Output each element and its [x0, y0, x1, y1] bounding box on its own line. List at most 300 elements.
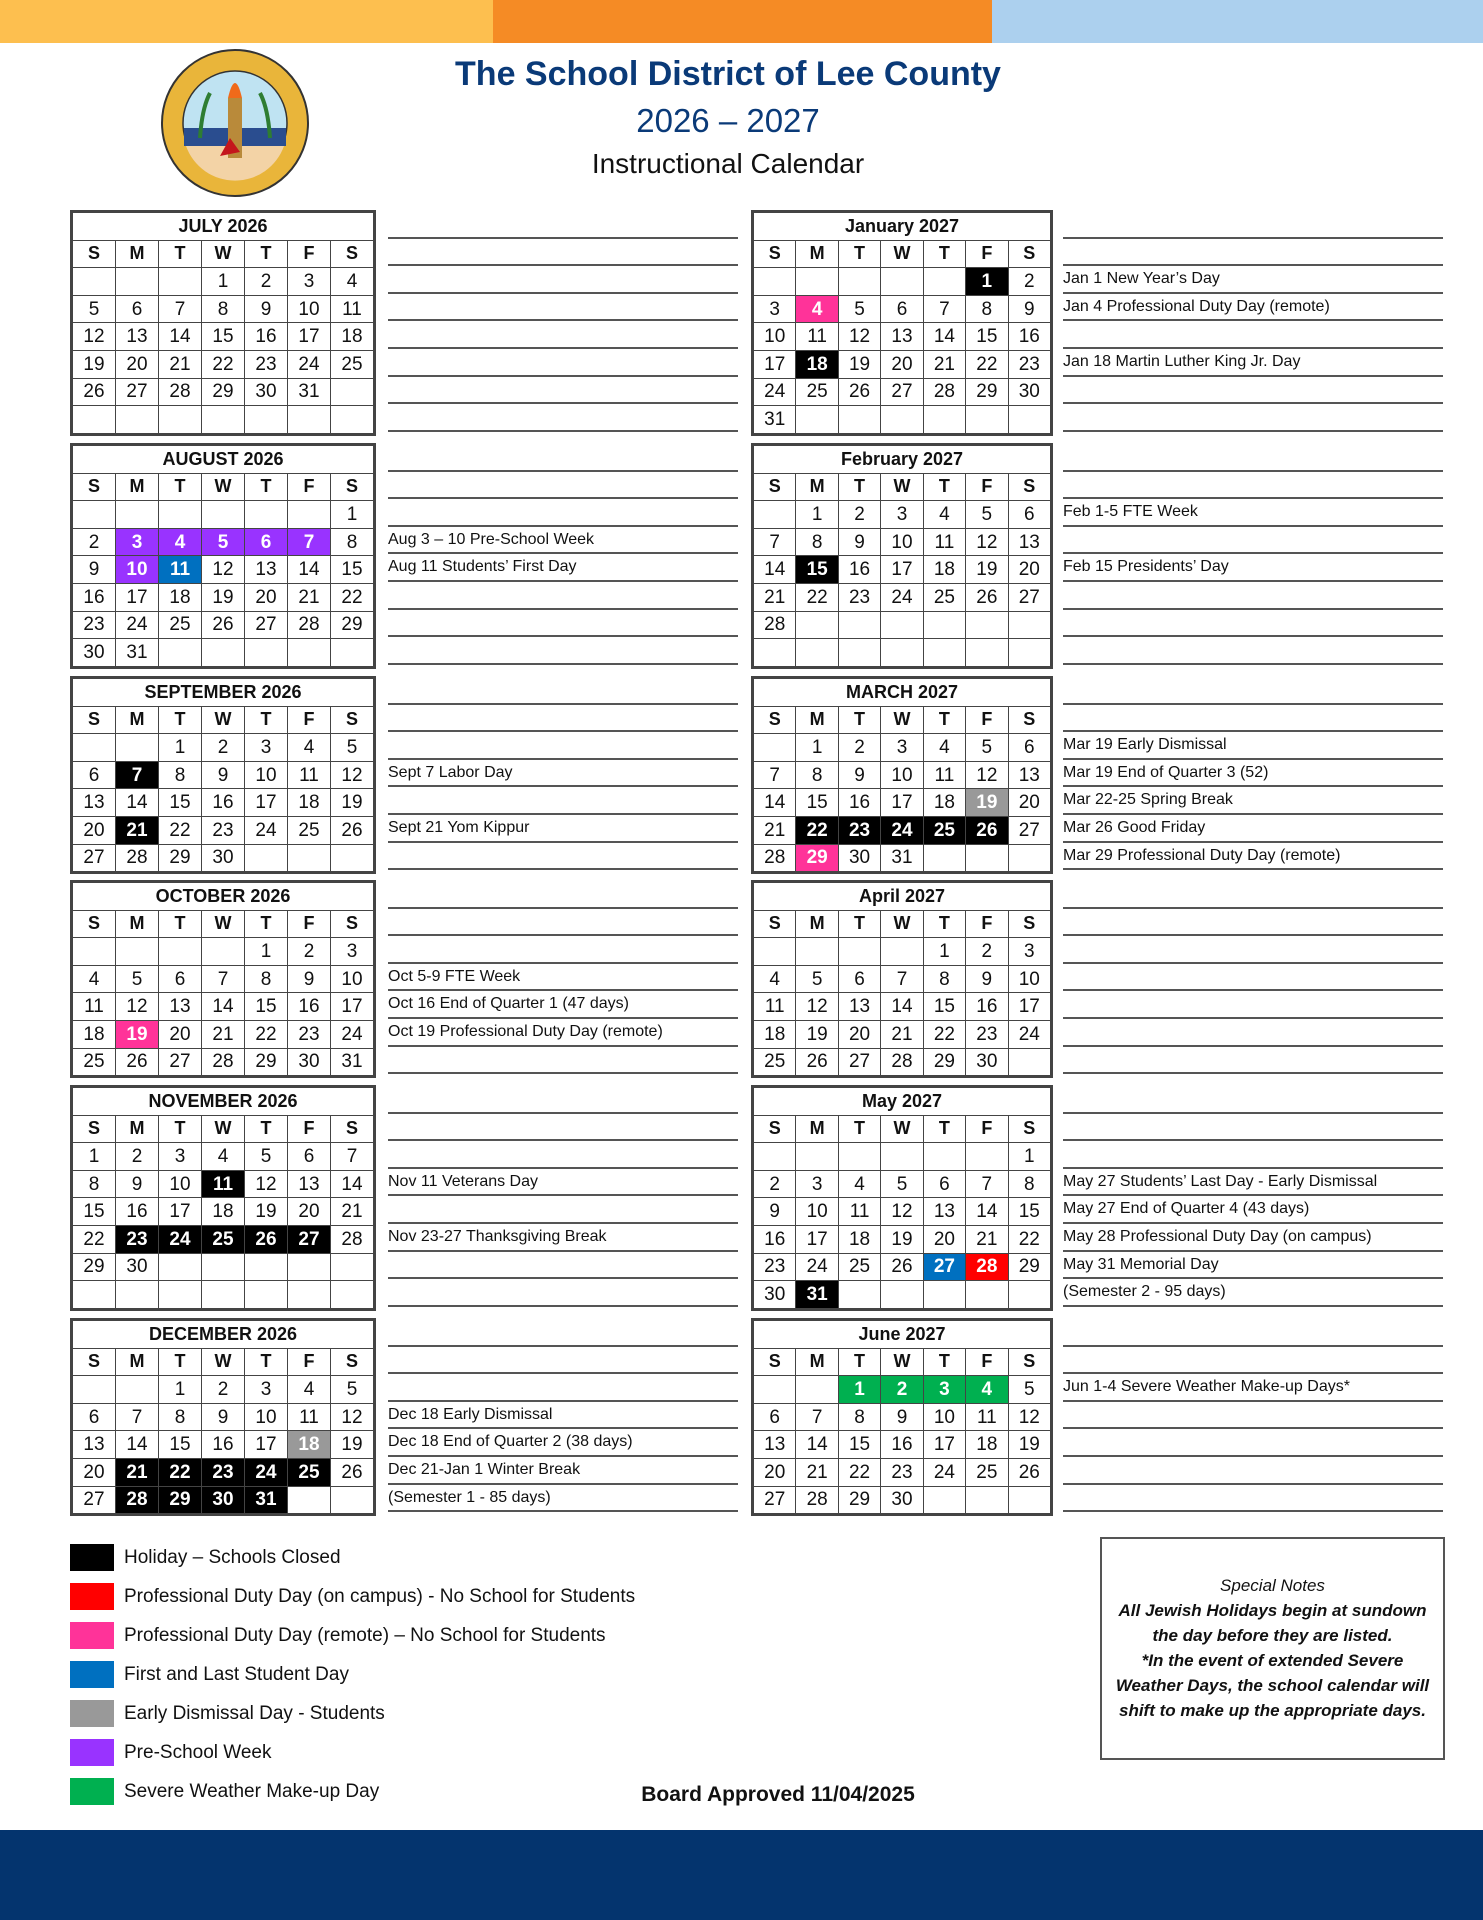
- weekday-header: T: [159, 1115, 202, 1143]
- notes-line: [388, 677, 738, 705]
- day-cell-holiday: 25: [202, 1225, 245, 1253]
- day-cell: 30: [245, 378, 288, 406]
- note-text: Dec 21-Jan 1 Winter Break: [388, 1457, 738, 1485]
- day-cell: 3: [881, 501, 923, 529]
- day-cell: 21: [159, 350, 202, 378]
- month-notes: [1063, 211, 1443, 432]
- day-cell: 20: [73, 1458, 116, 1486]
- month-title-row: [754, 213, 1051, 241]
- note-text: May 31 Memorial Day: [1063, 1252, 1443, 1280]
- notes-line: [388, 1196, 738, 1224]
- day-cell: 13: [754, 1431, 796, 1459]
- empty-day-cell: [1008, 1486, 1050, 1514]
- month-title-row: [754, 1321, 1051, 1349]
- week-row: [754, 761, 1051, 789]
- week-row: [73, 789, 374, 817]
- week-row: [73, 1458, 374, 1486]
- day-cell: 30: [966, 1048, 1008, 1076]
- notes-line: [388, 1347, 738, 1375]
- notes-line: [388, 1319, 738, 1347]
- month-title-row: [73, 1088, 374, 1116]
- empty-day-cell: [923, 1486, 965, 1514]
- day-cell: 23: [1008, 350, 1050, 378]
- day-cell: 24: [923, 1458, 965, 1486]
- weekday-header: T: [838, 473, 880, 501]
- day-cell: 22: [159, 816, 202, 844]
- day-cell: 18: [754, 1020, 796, 1048]
- day-cell: 22: [923, 1020, 965, 1048]
- week-row: [754, 1486, 1051, 1514]
- day-cell: 10: [923, 1403, 965, 1431]
- day-cell: 7: [159, 295, 202, 323]
- week-row: [73, 1403, 374, 1431]
- day-cell: 9: [838, 761, 880, 789]
- day-cell: 8: [966, 295, 1008, 323]
- day-cell: 21: [331, 1198, 374, 1226]
- day-cell: 5: [796, 965, 838, 993]
- note-text: Feb 1-5 FTE Week: [1063, 499, 1443, 527]
- month-calendar: [70, 880, 376, 1078]
- day-cell-holiday: 31: [796, 1281, 838, 1309]
- day-cell: 2: [1008, 268, 1050, 296]
- empty-day-cell: [331, 378, 374, 406]
- day-cell: 5: [966, 501, 1008, 529]
- day-cell: 4: [838, 1170, 880, 1198]
- empty-day-cell: [73, 501, 116, 529]
- day-cell: 14: [754, 556, 796, 584]
- day-cell: 16: [202, 789, 245, 817]
- footer-band: [0, 1830, 1483, 1920]
- day-cell-preschool: 6: [245, 528, 288, 556]
- day-cell: 10: [159, 1170, 202, 1198]
- day-cell: 16: [881, 1431, 923, 1459]
- month-table: [72, 882, 374, 1076]
- weekday-header: M: [796, 240, 838, 268]
- month-title-row: [73, 1321, 374, 1349]
- day-cell: 20: [754, 1458, 796, 1486]
- empty-day-cell: [966, 1486, 1008, 1514]
- day-cell: 29: [202, 378, 245, 406]
- day-cell: 2: [966, 938, 1008, 966]
- day-cell: 2: [838, 734, 880, 762]
- day-cell: 26: [202, 611, 245, 639]
- weekday-header: M: [116, 1348, 159, 1376]
- note-text: Aug 3 – 10 Pre-School Week: [388, 527, 738, 555]
- legend-label: Severe Weather Make-up Day: [124, 1780, 380, 1802]
- day-cell: 23: [73, 611, 116, 639]
- notes-line: [388, 936, 738, 964]
- empty-day-cell: [159, 639, 202, 667]
- week-row: [73, 844, 374, 872]
- month-table: [72, 1320, 374, 1514]
- day-cell: 14: [288, 556, 331, 584]
- weekday-header: M: [116, 1115, 159, 1143]
- day-cell: 26: [838, 378, 880, 406]
- day-cell: 20: [116, 350, 159, 378]
- notes-line: [1063, 527, 1443, 555]
- empty-day-cell: [796, 1143, 838, 1171]
- notes-line: [1063, 1114, 1443, 1142]
- day-cell-duty_campus: 28: [966, 1253, 1008, 1281]
- week-row: [73, 1020, 374, 1048]
- weekday-header: M: [116, 473, 159, 501]
- day-cell: 31: [331, 1048, 374, 1076]
- day-cell: 15: [331, 556, 374, 584]
- day-cell: 8: [796, 528, 838, 556]
- month-title: JULY 2026: [73, 213, 374, 241]
- weekday-header: T: [838, 240, 880, 268]
- weekday-header: S: [73, 473, 116, 501]
- day-cell: 22: [245, 1020, 288, 1048]
- day-cell: 13: [159, 993, 202, 1021]
- day-cell: 20: [159, 1020, 202, 1048]
- week-row: [754, 350, 1051, 378]
- day-cell: 22: [966, 350, 1008, 378]
- day-cell: 7: [754, 528, 796, 556]
- day-cell: 8: [202, 295, 245, 323]
- month-title-row: [73, 213, 374, 241]
- day-cell: 29: [923, 1048, 965, 1076]
- day-cell: 6: [159, 965, 202, 993]
- note-text: Mar 29 Professional Duty Day (remote): [1063, 843, 1443, 871]
- legend-swatch-duty_campus: [70, 1583, 114, 1610]
- special-note-line: Weather Days, the school calendar will: [1115, 1676, 1430, 1695]
- empty-day-cell: [245, 406, 288, 434]
- day-cell: 29: [73, 1253, 116, 1281]
- notes-line: [1063, 964, 1443, 992]
- day-cell: 6: [1008, 501, 1050, 529]
- day-cell: 15: [838, 1431, 880, 1459]
- day-cell: 13: [1008, 528, 1050, 556]
- day-cell: 28: [754, 844, 796, 872]
- week-row: [754, 556, 1051, 584]
- weekday-header: W: [202, 910, 245, 938]
- legend-swatch-early: [70, 1700, 114, 1727]
- weekday-header: S: [331, 706, 374, 734]
- day-cell: 22: [838, 1458, 880, 1486]
- weekday-header: F: [966, 473, 1008, 501]
- weekday-header: W: [202, 1348, 245, 1376]
- note-text: Feb 15 Presidents’ Day: [1063, 554, 1443, 582]
- empty-day-cell: [159, 1253, 202, 1281]
- day-cell: 12: [116, 993, 159, 1021]
- day-cell-holiday: 31: [245, 1486, 288, 1514]
- day-cell: 5: [331, 1376, 374, 1404]
- week-row: [73, 583, 374, 611]
- empty-day-cell: [796, 1376, 838, 1404]
- day-cell: 25: [923, 583, 965, 611]
- day-cell: 6: [73, 761, 116, 789]
- day-cell: 23: [966, 1020, 1008, 1048]
- day-cell: 28: [159, 378, 202, 406]
- day-cell: 27: [754, 1486, 796, 1514]
- day-cell: 28: [796, 1486, 838, 1514]
- day-cell: 30: [73, 639, 116, 667]
- weekday-header: M: [796, 706, 838, 734]
- day-cell: 1: [796, 734, 838, 762]
- day-cell: 12: [245, 1170, 288, 1198]
- day-cell: 9: [838, 528, 880, 556]
- notes-line: [388, 349, 738, 377]
- month-title-row: [754, 1088, 1051, 1116]
- weekday-header-row: [754, 240, 1051, 268]
- day-cell: 27: [116, 378, 159, 406]
- empty-day-cell: [923, 639, 965, 667]
- day-cell: 17: [159, 1198, 202, 1226]
- day-cell: 4: [288, 1376, 331, 1404]
- day-cell: 1: [245, 938, 288, 966]
- notes-line: [388, 843, 738, 871]
- weekday-header: T: [838, 1348, 880, 1376]
- empty-day-cell: [73, 1281, 116, 1309]
- day-cell-weather: 1: [838, 1376, 880, 1404]
- empty-day-cell: [245, 501, 288, 529]
- day-cell-duty_remote: 19: [116, 1020, 159, 1048]
- empty-day-cell: [202, 1281, 245, 1309]
- empty-day-cell: [966, 1281, 1008, 1309]
- day-cell: 10: [754, 323, 796, 351]
- day-cell: 3: [245, 1376, 288, 1404]
- weekday-header: S: [1008, 706, 1050, 734]
- weekday-header: F: [288, 1348, 331, 1376]
- note-text: (Semester 2 - 95 days): [1063, 1279, 1443, 1307]
- day-cell: 16: [966, 993, 1008, 1021]
- day-cell: 25: [159, 611, 202, 639]
- day-cell: 21: [754, 816, 796, 844]
- legend-label: Early Dismissal Day - Students: [124, 1702, 385, 1724]
- month-title-row: [754, 446, 1051, 474]
- day-cell: 14: [159, 323, 202, 351]
- day-cell: 29: [1008, 1253, 1050, 1281]
- notes-line: [1063, 1319, 1443, 1347]
- weekday-header: M: [116, 240, 159, 268]
- day-cell-first_last: 27: [923, 1253, 965, 1281]
- day-cell: 19: [838, 350, 880, 378]
- week-row: [73, 1170, 374, 1198]
- day-cell: 18: [838, 1225, 880, 1253]
- notes-line: [1063, 321, 1443, 349]
- day-cell: 29: [159, 844, 202, 872]
- day-cell: 27: [1008, 816, 1050, 844]
- day-cell: 12: [73, 323, 116, 351]
- week-row: [73, 556, 374, 584]
- empty-day-cell: [288, 844, 331, 872]
- day-cell: 14: [331, 1170, 374, 1198]
- empty-day-cell: [754, 639, 796, 667]
- month-notes: [1063, 677, 1443, 870]
- weekday-header: W: [202, 706, 245, 734]
- day-cell: 15: [159, 789, 202, 817]
- day-cell: 11: [796, 323, 838, 351]
- empty-day-cell: [159, 501, 202, 529]
- day-cell: 26: [1008, 1458, 1050, 1486]
- day-cell: 9: [202, 761, 245, 789]
- day-cell: 3: [245, 734, 288, 762]
- day-cell: 19: [331, 1431, 374, 1459]
- notes-line: [388, 211, 738, 239]
- empty-day-cell: [838, 406, 880, 434]
- notes-line: [388, 582, 738, 610]
- week-row: [754, 501, 1051, 529]
- weekday-header: T: [923, 473, 965, 501]
- special-note-line: All Jewish Holidays begin at sundown: [1118, 1601, 1427, 1620]
- legend-item: [70, 1733, 635, 1772]
- day-cell: 31: [116, 639, 159, 667]
- day-cell: 24: [796, 1253, 838, 1281]
- day-cell: 11: [754, 993, 796, 1021]
- day-cell: 11: [838, 1198, 880, 1226]
- day-cell: 9: [73, 556, 116, 584]
- day-cell: 4: [923, 734, 965, 762]
- notes-line: [388, 239, 738, 267]
- day-cell: 1: [159, 1376, 202, 1404]
- day-cell-holiday: 23: [116, 1225, 159, 1253]
- week-row: [73, 639, 374, 667]
- day-cell-holiday: 26: [966, 816, 1008, 844]
- week-row: [73, 350, 374, 378]
- empty-day-cell: [1008, 1048, 1050, 1076]
- day-cell: 8: [331, 528, 374, 556]
- day-cell: 3: [754, 295, 796, 323]
- month-notes: [388, 211, 738, 432]
- day-cell: 14: [754, 789, 796, 817]
- month-title: January 2027: [754, 213, 1051, 241]
- day-cell: 14: [202, 993, 245, 1021]
- day-cell: 26: [966, 583, 1008, 611]
- month-title: NOVEMBER 2026: [73, 1088, 374, 1116]
- notes-line: [388, 1114, 738, 1142]
- weekday-header: F: [966, 1348, 1008, 1376]
- day-cell: 17: [331, 993, 374, 1021]
- day-cell-weather: 3: [923, 1376, 965, 1404]
- day-cell: 25: [966, 1458, 1008, 1486]
- notes-line: [388, 266, 738, 294]
- day-cell: 6: [923, 1170, 965, 1198]
- notes-line: [388, 472, 738, 500]
- weekday-header: S: [331, 910, 374, 938]
- day-cell: 26: [796, 1048, 838, 1076]
- weekday-header: F: [288, 706, 331, 734]
- week-row: [73, 1431, 374, 1459]
- day-cell: 8: [159, 761, 202, 789]
- month-notes: [388, 677, 738, 870]
- day-cell: 13: [73, 789, 116, 817]
- week-row: [73, 965, 374, 993]
- day-cell: 24: [1008, 1020, 1050, 1048]
- weekday-header: W: [881, 240, 923, 268]
- day-cell: 21: [881, 1020, 923, 1048]
- day-cell: 16: [73, 583, 116, 611]
- day-cell: 9: [202, 1403, 245, 1431]
- notes-line: [388, 1086, 738, 1114]
- day-cell: 20: [1008, 789, 1050, 817]
- note-text: Dec 18 Early Dismissal: [388, 1402, 738, 1430]
- day-cell: 4: [923, 501, 965, 529]
- special-note-line: *In the event of extended Severe: [1141, 1651, 1404, 1670]
- day-cell: 16: [1008, 323, 1050, 351]
- week-row: [73, 1143, 374, 1171]
- weekday-header: T: [245, 910, 288, 938]
- weekday-header-row: [73, 910, 374, 938]
- week-row: [754, 1225, 1051, 1253]
- day-cell: 19: [881, 1225, 923, 1253]
- day-cell: 18: [202, 1198, 245, 1226]
- day-cell: 11: [288, 761, 331, 789]
- day-cell: 5: [116, 965, 159, 993]
- day-cell: 16: [202, 1431, 245, 1459]
- week-row: [754, 583, 1051, 611]
- week-row: [754, 1458, 1051, 1486]
- legend-item: [70, 1616, 635, 1655]
- empty-day-cell: [838, 938, 880, 966]
- day-cell: 10: [881, 528, 923, 556]
- day-cell-holiday: 15: [796, 556, 838, 584]
- note-text: Jan 1 New Year’s Day: [1063, 266, 1443, 294]
- empty-day-cell: [966, 611, 1008, 639]
- weekday-header: M: [796, 1115, 838, 1143]
- day-cell: 5: [1008, 1376, 1050, 1404]
- note-text: May 28 Professional Duty Day (on campus): [1063, 1224, 1443, 1252]
- week-row: [754, 734, 1051, 762]
- day-cell: 7: [331, 1143, 374, 1171]
- day-cell: 10: [796, 1198, 838, 1226]
- day-cell: 22: [202, 350, 245, 378]
- day-cell: 13: [881, 323, 923, 351]
- legend-label: First and Last Student Day: [124, 1663, 349, 1685]
- day-cell: 17: [1008, 993, 1050, 1021]
- day-cell: 28: [288, 611, 331, 639]
- weekday-header: S: [754, 1115, 796, 1143]
- notes-line: [1063, 936, 1443, 964]
- day-cell: 18: [288, 789, 331, 817]
- empty-day-cell: [838, 1281, 880, 1309]
- day-cell: 12: [881, 1198, 923, 1226]
- weekday-header-row: [73, 240, 374, 268]
- day-cell: 17: [754, 350, 796, 378]
- weekday-header: S: [331, 473, 374, 501]
- month-calendar: [751, 676, 1053, 874]
- special-note-line: the day before they are listed.: [1152, 1626, 1393, 1645]
- day-cell: 24: [881, 583, 923, 611]
- month-calendar: [751, 1318, 1053, 1516]
- notes-line: [1063, 239, 1443, 267]
- weekday-header: S: [331, 240, 374, 268]
- day-cell: 23: [754, 1253, 796, 1281]
- day-cell: 19: [1008, 1431, 1050, 1459]
- day-cell-preschool: 5: [202, 528, 245, 556]
- legend-swatch-duty_remote: [70, 1622, 114, 1649]
- weekday-header: S: [754, 240, 796, 268]
- day-cell: 27: [73, 1486, 116, 1514]
- weekday-header: S: [1008, 910, 1050, 938]
- day-cell: 4: [288, 734, 331, 762]
- day-cell: 23: [202, 816, 245, 844]
- legend-swatch-holiday: [70, 1544, 114, 1571]
- empty-day-cell: [73, 406, 116, 434]
- empty-day-cell: [288, 406, 331, 434]
- week-row: [754, 1253, 1051, 1281]
- day-cell: 3: [288, 268, 331, 296]
- month-calendar: [70, 210, 376, 436]
- top-bar-orange: [493, 0, 992, 43]
- week-row: [754, 993, 1051, 1021]
- weekday-header: S: [754, 1348, 796, 1376]
- month-title-row: [754, 679, 1051, 707]
- day-cell-early: 19: [966, 789, 1008, 817]
- weekday-header-row: [754, 706, 1051, 734]
- notes-line: [1063, 1485, 1443, 1513]
- notes-line: [388, 881, 738, 909]
